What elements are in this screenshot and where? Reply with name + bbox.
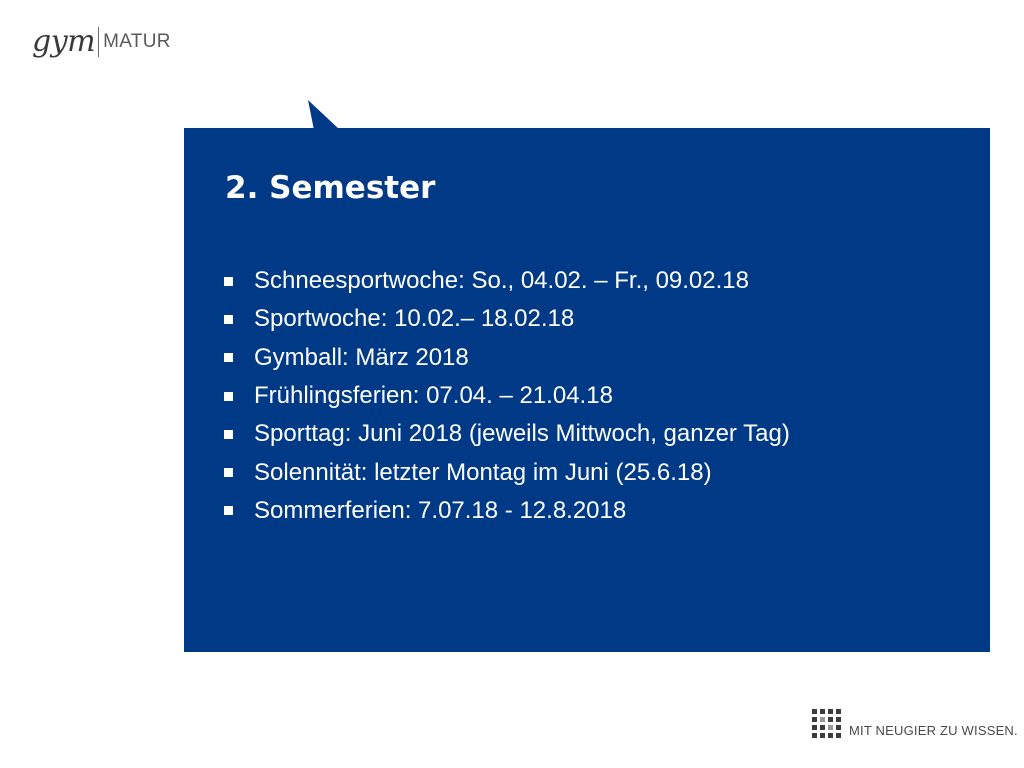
footer-tagline: MIT NEUGIER ZU WISSEN.	[849, 723, 1018, 738]
list-item	[224, 300, 790, 338]
square-bullet-icon	[224, 506, 233, 515]
square-bullet-icon	[224, 392, 233, 401]
date-list	[224, 262, 790, 530]
slide-title: 2. Semester	[225, 170, 436, 206]
list-item-text: Gymball: März 2018	[254, 343, 469, 371]
dot-grid-icon	[812, 709, 841, 738]
list-item-text: Schneesportwoche: So., 04.02. – Fr., 09.02.18	[254, 267, 749, 295]
footer	[812, 700, 1018, 738]
logo-subtitle: MATUR	[103, 31, 171, 52]
square-bullet-icon	[224, 353, 233, 362]
list-item	[224, 339, 790, 377]
logo-wordmark: gym	[32, 24, 96, 59]
list-item	[224, 415, 790, 453]
list-item-text: Sommerferien: 7.07.18 - 12.8.2018	[254, 496, 627, 524]
list-item-text: Frühlingsferien: 07.04. – 21.04.18	[254, 382, 613, 410]
gym-matur-logo	[32, 22, 171, 62]
list-item	[224, 262, 790, 300]
logo-divider	[98, 27, 99, 57]
square-bullet-icon	[224, 277, 233, 286]
list-item-text: Sporttag: Juni 2018 (jeweils Mittwoch, ganzer Tag)	[254, 420, 790, 448]
speech-bubble-tail	[300, 98, 350, 130]
square-bullet-icon	[224, 468, 233, 477]
content-panel	[184, 128, 990, 652]
list-item-text: Solennität: letzter Montag im Juni (25.6.18)	[254, 458, 712, 486]
list-item	[224, 453, 790, 491]
list-item	[224, 377, 790, 415]
list-item	[224, 492, 790, 530]
square-bullet-icon	[224, 315, 233, 324]
list-item-text: Sportwoche: 10.02.– 18.02.18	[254, 305, 575, 333]
square-bullet-icon	[224, 430, 233, 439]
